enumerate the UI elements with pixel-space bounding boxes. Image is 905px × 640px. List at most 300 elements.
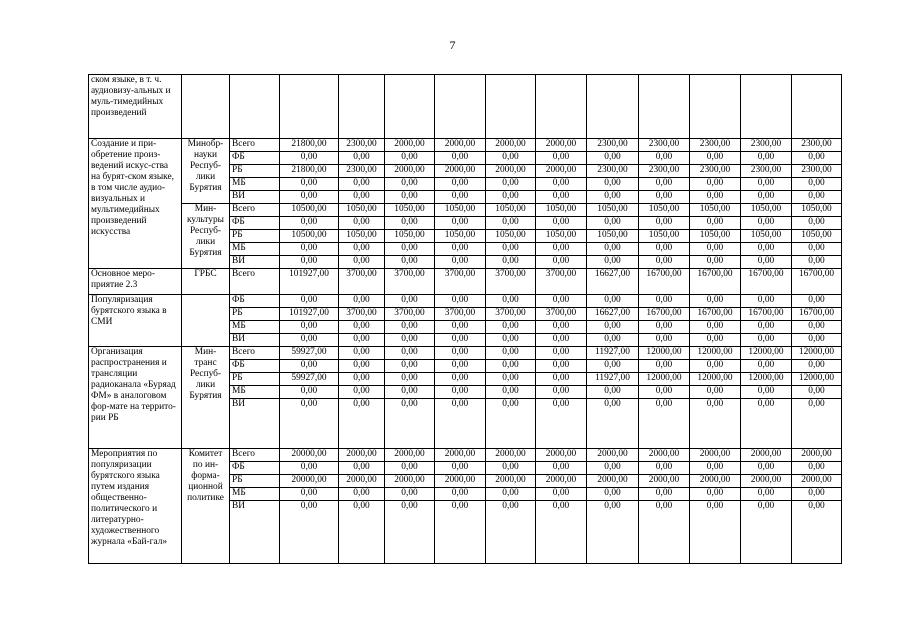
value-cell (792, 75, 842, 139)
program-item-name: Основное меро-приятие 2.3 (89, 269, 182, 295)
value-cell: 0,00 (792, 191, 842, 204)
value-cell: 1050,00 (385, 204, 435, 217)
value-cell: 16700,00 (792, 308, 842, 321)
value-cell: 0,00 (741, 334, 792, 347)
value-cell: 0,00 (280, 295, 339, 308)
value-cell: 1050,00 (536, 204, 587, 217)
value-cell: 0,00 (280, 243, 339, 256)
value-cell: 1050,00 (639, 230, 690, 243)
value-cell: 0,00 (385, 334, 435, 347)
program-item-name: Организация распространения и трансляции радиоканала «Буряад ФМ» в аналоговом фор-мате на террито-рии РБ (89, 347, 182, 449)
value-cell: 0,00 (690, 399, 741, 449)
value-cell: 2000,00 (486, 139, 536, 152)
value-cell: 12000,00 (741, 373, 792, 386)
value-cell: 0,00 (339, 295, 385, 308)
table-row (89, 204, 842, 217)
value-cell: 0,00 (435, 334, 486, 347)
value-cell: 0,00 (690, 256, 741, 269)
value-cell: 0,00 (385, 386, 435, 399)
value-cell: 0,00 (435, 360, 486, 373)
value-cell: 0,00 (385, 152, 435, 165)
value-cell: 0,00 (339, 321, 385, 334)
value-cell: 2300,00 (741, 165, 792, 178)
value-cell: 0,00 (792, 360, 842, 373)
value-cell: 16700,00 (690, 269, 741, 295)
value-cell: 12000,00 (792, 373, 842, 386)
responsible-org: Комитет по ин-форма-ционной политике (182, 449, 230, 564)
value-cell: 0,00 (536, 217, 587, 230)
value-cell (486, 75, 536, 139)
funding-source: ФБ (230, 152, 280, 165)
responsible-org: Минобр-науки Респуб-лики Бурятия (182, 139, 230, 204)
funding-source: РБ (230, 230, 280, 243)
value-cell: 101927,00 (280, 269, 339, 295)
funding-source: МБ (230, 243, 280, 256)
value-cell: 0,00 (339, 334, 385, 347)
value-cell: 0,00 (639, 217, 690, 230)
funding-source: РБ (230, 373, 280, 386)
value-cell: 2000,00 (536, 139, 587, 152)
value-cell: 0,00 (741, 152, 792, 165)
funding-source: Всего (230, 269, 280, 295)
value-cell: 0,00 (639, 334, 690, 347)
value-cell: 16700,00 (639, 269, 690, 295)
funding-table (88, 74, 842, 564)
value-cell: 21800,00 (280, 165, 339, 178)
value-cell: 0,00 (690, 488, 741, 501)
value-cell: 2000,00 (339, 449, 385, 462)
value-cell: 2000,00 (339, 475, 385, 488)
value-cell (536, 75, 587, 139)
value-cell: 0,00 (639, 360, 690, 373)
value-cell: 0,00 (486, 217, 536, 230)
value-cell: 0,00 (639, 152, 690, 165)
funding-source: Всего (230, 449, 280, 462)
value-cell: 0,00 (587, 462, 639, 475)
funding-source (230, 75, 280, 139)
value-cell: 16700,00 (741, 269, 792, 295)
table-row (89, 75, 842, 139)
value-cell: 2000,00 (536, 165, 587, 178)
value-cell: 0,00 (435, 152, 486, 165)
value-cell: 0,00 (339, 488, 385, 501)
value-cell: 0,00 (435, 243, 486, 256)
funding-source: ВИ (230, 191, 280, 204)
value-cell: 11927,00 (587, 347, 639, 360)
value-cell: 0,00 (587, 334, 639, 347)
value-cell: 2000,00 (385, 449, 435, 462)
value-cell: 0,00 (536, 152, 587, 165)
value-cell: 0,00 (587, 399, 639, 449)
value-cell: 0,00 (741, 488, 792, 501)
value-cell: 0,00 (690, 217, 741, 230)
funding-source: РБ (230, 308, 280, 321)
value-cell: 0,00 (536, 399, 587, 449)
value-cell: 101927,00 (280, 308, 339, 321)
value-cell: 1050,00 (339, 230, 385, 243)
value-cell: 2000,00 (385, 475, 435, 488)
value-cell: 0,00 (639, 501, 690, 564)
value-cell: 3700,00 (385, 269, 435, 295)
value-cell: 0,00 (792, 295, 842, 308)
value-cell: 0,00 (792, 243, 842, 256)
funding-source: МБ (230, 321, 280, 334)
value-cell: 0,00 (280, 501, 339, 564)
value-cell: 0,00 (435, 386, 486, 399)
value-cell: 0,00 (639, 243, 690, 256)
funding-source: ВИ (230, 501, 280, 564)
value-cell: 12000,00 (792, 347, 842, 360)
value-cell: 0,00 (486, 178, 536, 191)
value-cell: 0,00 (385, 217, 435, 230)
value-cell (587, 75, 639, 139)
value-cell: 2000,00 (690, 475, 741, 488)
value-cell: 20000,00 (280, 449, 339, 462)
value-cell: 0,00 (741, 243, 792, 256)
value-cell: 2000,00 (741, 475, 792, 488)
funding-source: Всего (230, 139, 280, 152)
value-cell: 0,00 (339, 462, 385, 475)
value-cell: 3700,00 (536, 269, 587, 295)
value-cell: 0,00 (385, 256, 435, 269)
value-cell: 12000,00 (690, 373, 741, 386)
value-cell: 0,00 (339, 178, 385, 191)
value-cell: 0,00 (792, 334, 842, 347)
value-cell: 16627,00 (587, 308, 639, 321)
value-cell: 12000,00 (639, 373, 690, 386)
value-cell: 11927,00 (587, 373, 639, 386)
value-cell: 1050,00 (741, 204, 792, 217)
funding-source: ВИ (230, 334, 280, 347)
value-cell: 0,00 (486, 360, 536, 373)
table-row (89, 449, 842, 462)
value-cell: 0,00 (792, 488, 842, 501)
value-cell: 1050,00 (536, 230, 587, 243)
value-cell (280, 75, 339, 139)
value-cell: 0,00 (536, 386, 587, 399)
value-cell: 16627,00 (587, 269, 639, 295)
value-cell: 0,00 (792, 462, 842, 475)
value-cell: 0,00 (639, 386, 690, 399)
value-cell: 0,00 (280, 488, 339, 501)
value-cell: 0,00 (536, 178, 587, 191)
value-cell: 0,00 (486, 386, 536, 399)
value-cell: 2000,00 (587, 449, 639, 462)
value-cell: 1050,00 (385, 230, 435, 243)
value-cell: 10500,00 (280, 230, 339, 243)
value-cell: 2300,00 (690, 165, 741, 178)
value-cell: 1050,00 (486, 204, 536, 217)
value-cell: 0,00 (486, 488, 536, 501)
value-cell: 0,00 (587, 501, 639, 564)
value-cell: 0,00 (536, 462, 587, 475)
value-cell: 0,00 (741, 386, 792, 399)
value-cell: 0,00 (587, 321, 639, 334)
funding-source: ФБ (230, 360, 280, 373)
value-cell: 0,00 (280, 386, 339, 399)
program-item-name: Мероприятия по популяризации бурятского языка путем издания общественно-политического и литературно-художественного журнала «Бай-гал» (89, 449, 182, 564)
value-cell: 2300,00 (690, 139, 741, 152)
value-cell: 0,00 (339, 152, 385, 165)
funding-source: ФБ (230, 462, 280, 475)
value-cell: 0,00 (741, 217, 792, 230)
value-cell: 2300,00 (339, 165, 385, 178)
value-cell: 0,00 (435, 462, 486, 475)
value-cell: 3700,00 (385, 308, 435, 321)
value-cell: 3700,00 (486, 269, 536, 295)
funding-source: ВИ (230, 256, 280, 269)
value-cell: 0,00 (435, 501, 486, 564)
value-cell: 0,00 (280, 256, 339, 269)
value-cell: 0,00 (690, 191, 741, 204)
value-cell: 16700,00 (690, 308, 741, 321)
value-cell: 0,00 (690, 152, 741, 165)
value-cell: 0,00 (435, 373, 486, 386)
value-cell: 0,00 (385, 243, 435, 256)
value-cell: 0,00 (486, 347, 536, 360)
value-cell: 0,00 (741, 462, 792, 475)
value-cell: 0,00 (536, 321, 587, 334)
value-cell: 0,00 (792, 152, 842, 165)
value-cell: 1050,00 (339, 204, 385, 217)
value-cell: 0,00 (741, 178, 792, 191)
value-cell: 0,00 (741, 256, 792, 269)
value-cell: 0,00 (385, 191, 435, 204)
value-cell: 0,00 (792, 321, 842, 334)
funding-source: Всего (230, 347, 280, 360)
value-cell: 0,00 (435, 256, 486, 269)
value-cell: 0,00 (536, 501, 587, 564)
value-cell: 0,00 (741, 501, 792, 564)
value-cell: 0,00 (587, 360, 639, 373)
table-body (89, 75, 842, 564)
value-cell: 0,00 (690, 295, 741, 308)
value-cell: 1050,00 (587, 230, 639, 243)
value-cell: 0,00 (587, 256, 639, 269)
value-cell: 2000,00 (486, 165, 536, 178)
value-cell: 2000,00 (741, 449, 792, 462)
value-cell: 0,00 (792, 386, 842, 399)
value-cell: 0,00 (690, 243, 741, 256)
value-cell: 2300,00 (587, 165, 639, 178)
value-cell: 2000,00 (536, 449, 587, 462)
value-cell: 21800,00 (280, 139, 339, 152)
value-cell: 3700,00 (486, 308, 536, 321)
value-cell: 0,00 (486, 321, 536, 334)
value-cell: 0,00 (741, 191, 792, 204)
value-cell: 1050,00 (486, 230, 536, 243)
value-cell: 0,00 (536, 360, 587, 373)
value-cell: 0,00 (385, 462, 435, 475)
value-cell: 59927,00 (280, 373, 339, 386)
responsible-org: Мин-транс Респуб-лики Бурятия (182, 347, 230, 449)
value-cell: 1050,00 (690, 230, 741, 243)
value-cell: 0,00 (486, 501, 536, 564)
value-cell: 0,00 (385, 178, 435, 191)
value-cell: 0,00 (690, 321, 741, 334)
program-item-name: ском языке, в т. ч. аудиовизу-альных и муль-тимедийных произведений (89, 75, 182, 139)
responsible-org: Мин-культуры Респуб-лики Бурятия (182, 204, 230, 269)
value-cell: 0,00 (280, 334, 339, 347)
value-cell: 0,00 (792, 178, 842, 191)
value-cell: 2000,00 (385, 139, 435, 152)
value-cell: 12000,00 (639, 347, 690, 360)
funding-source: РБ (230, 165, 280, 178)
value-cell: 0,00 (435, 488, 486, 501)
value-cell: 20000,00 (280, 475, 339, 488)
value-cell: 0,00 (385, 399, 435, 449)
value-cell: 2000,00 (792, 449, 842, 462)
value-cell: 0,00 (792, 501, 842, 564)
value-cell: 0,00 (536, 295, 587, 308)
value-cell: 0,00 (486, 334, 536, 347)
value-cell: 1050,00 (792, 204, 842, 217)
value-cell: 0,00 (339, 386, 385, 399)
value-cell (385, 75, 435, 139)
value-cell: 0,00 (486, 152, 536, 165)
value-cell: 0,00 (639, 295, 690, 308)
value-cell: 0,00 (339, 243, 385, 256)
value-cell: 0,00 (587, 243, 639, 256)
value-cell: 0,00 (536, 256, 587, 269)
value-cell: 0,00 (486, 295, 536, 308)
value-cell: 0,00 (536, 243, 587, 256)
value-cell: 1050,00 (741, 230, 792, 243)
value-cell: 3700,00 (435, 308, 486, 321)
value-cell: 0,00 (385, 488, 435, 501)
value-cell: 0,00 (435, 191, 486, 204)
value-cell: 0,00 (639, 462, 690, 475)
table-row (89, 347, 842, 360)
value-cell (639, 75, 690, 139)
value-cell: 2000,00 (435, 165, 486, 178)
value-cell: 2000,00 (536, 475, 587, 488)
responsible-org (182, 75, 230, 139)
value-cell: 2300,00 (792, 165, 842, 178)
value-cell (339, 75, 385, 139)
value-cell: 2300,00 (339, 139, 385, 152)
value-cell: 0,00 (741, 399, 792, 449)
value-cell: 0,00 (486, 243, 536, 256)
value-cell: 0,00 (690, 360, 741, 373)
funding-source: МБ (230, 386, 280, 399)
value-cell: 16700,00 (741, 308, 792, 321)
value-cell: 0,00 (385, 295, 435, 308)
funding-source: МБ (230, 178, 280, 191)
value-cell: 2000,00 (486, 475, 536, 488)
value-cell: 0,00 (536, 334, 587, 347)
value-cell: 0,00 (339, 347, 385, 360)
value-cell: 0,00 (486, 373, 536, 386)
value-cell: 2000,00 (435, 475, 486, 488)
value-cell: 0,00 (280, 360, 339, 373)
table-row (89, 139, 842, 152)
value-cell: 1050,00 (435, 204, 486, 217)
value-cell: 0,00 (339, 191, 385, 204)
value-cell: 0,00 (435, 295, 486, 308)
value-cell: 2000,00 (435, 449, 486, 462)
value-cell: 0,00 (587, 178, 639, 191)
value-cell: 0,00 (690, 386, 741, 399)
value-cell: 0,00 (587, 386, 639, 399)
value-cell: 0,00 (385, 373, 435, 386)
value-cell: 2300,00 (741, 139, 792, 152)
value-cell: 0,00 (486, 399, 536, 449)
value-cell: 0,00 (385, 347, 435, 360)
value-cell: 2000,00 (639, 449, 690, 462)
funding-source: ФБ (230, 217, 280, 230)
program-item-name: Создание и при-обретение произ-ведений искус-ства на бурят-ском языке, в том числе аудио-визуальных и мультимедийных произведений искусства (89, 139, 182, 269)
value-cell: 0,00 (690, 334, 741, 347)
value-cell: 0,00 (536, 488, 587, 501)
value-cell: 1050,00 (435, 230, 486, 243)
value-cell: 0,00 (741, 295, 792, 308)
value-cell: 2000,00 (690, 449, 741, 462)
value-cell: 2300,00 (639, 165, 690, 178)
value-cell: 0,00 (435, 178, 486, 191)
value-cell: 0,00 (639, 488, 690, 501)
responsible-org (182, 295, 230, 347)
value-cell: 59927,00 (280, 347, 339, 360)
funding-source: РБ (230, 475, 280, 488)
value-cell: 0,00 (280, 217, 339, 230)
value-cell: 1050,00 (587, 204, 639, 217)
value-cell: 0,00 (339, 256, 385, 269)
value-cell: 0,00 (280, 399, 339, 449)
value-cell: 0,00 (435, 399, 486, 449)
value-cell: 0,00 (486, 256, 536, 269)
value-cell: 0,00 (587, 295, 639, 308)
value-cell: 0,00 (486, 462, 536, 475)
value-cell: 0,00 (792, 256, 842, 269)
value-cell: 0,00 (792, 399, 842, 449)
value-cell: 2000,00 (435, 139, 486, 152)
value-cell: 0,00 (435, 321, 486, 334)
page-number: 7 (449, 38, 456, 52)
value-cell: 12000,00 (741, 347, 792, 360)
funding-source: ВИ (230, 399, 280, 449)
value-cell: 2300,00 (792, 139, 842, 152)
value-cell: 2000,00 (587, 475, 639, 488)
value-cell (741, 75, 792, 139)
value-cell: 16700,00 (639, 308, 690, 321)
value-cell: 1050,00 (639, 204, 690, 217)
value-cell: 0,00 (536, 373, 587, 386)
value-cell: 3700,00 (339, 308, 385, 321)
funding-source: ФБ (230, 295, 280, 308)
value-cell: 0,00 (741, 360, 792, 373)
responsible-org: ГРБС (182, 269, 230, 295)
program-item-name: Популяризация бурятского языка в СМИ (89, 295, 182, 347)
value-cell: 0,00 (741, 321, 792, 334)
value-cell: 0,00 (435, 347, 486, 360)
value-cell: 0,00 (639, 256, 690, 269)
value-cell: 0,00 (690, 501, 741, 564)
value-cell: 2000,00 (792, 475, 842, 488)
funding-source: Всего (230, 204, 280, 217)
value-cell: 0,00 (690, 178, 741, 191)
value-cell: 0,00 (486, 191, 536, 204)
value-cell: 0,00 (280, 191, 339, 204)
value-cell: 0,00 (587, 217, 639, 230)
value-cell: 2300,00 (639, 139, 690, 152)
value-cell: 2300,00 (587, 139, 639, 152)
value-cell: 2000,00 (639, 475, 690, 488)
table-row (89, 269, 842, 295)
value-cell: 0,00 (339, 373, 385, 386)
value-cell: 0,00 (339, 501, 385, 564)
value-cell: 0,00 (435, 217, 486, 230)
